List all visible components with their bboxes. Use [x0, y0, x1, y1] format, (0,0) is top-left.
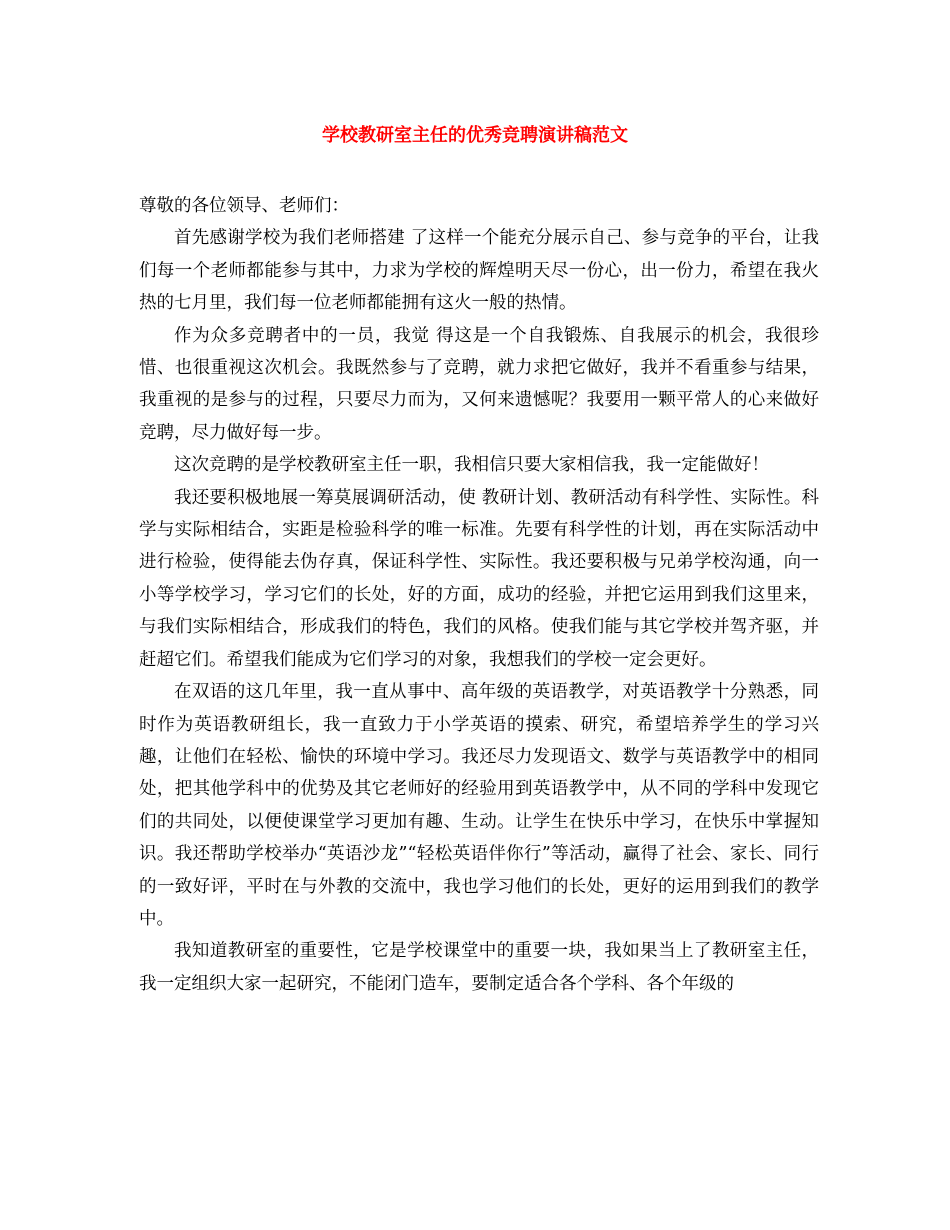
paragraph-2: 作为众多竞聘者中的一员，我觉 得这是一个自我锻炼、自我展示的机会，我很珍惜、也很重视这次机会。我既然参与了竞聘，就力求把它做好，我并不看重参与结果，我重视的是参与的过程，只要尽力而为，又何来遗憾呢？我要用一颗平常人的心来做好竞聘，尽力做好每一步。 — [139, 325, 819, 443]
document-body — [139, 190, 819, 1000]
paragraph-3: 这次竞聘的是学校教研室主任一职，我相信只要大家相信我，我一定能做好！ — [174, 455, 769, 476]
document-title: 学校教研室主任的优秀竞聘演讲稿范文 — [322, 125, 628, 146]
paragraph-1: 首先感谢学校为我们老师搭建 了这样一个能充分展示自己、参与竞争的平台，让我们每一个老师都能参与其中，力求为学校的辉煌明天尽一份心，出一份力，希望在我火热的七月里，我们每一位老师都能拥有这火一般的热情。 — [139, 228, 819, 314]
paragraph-5: 在双语的这几年里，我一直从事中、高年级的英语教学，对英语教学十分熟悉，同时作为英语教研组长，我一直致力于小学英语的摸索、研究，希望培养学生的学习兴趣，让他们在轻松、愉快的环境中学习。我还尽力发现语文、数学与英语教学中的相同处，把其他学科中的优势及其它老师好的经验用到英语教学中，从不同的学科中发现它们的共同处，以便使课堂学习更加有趣、生动。让学生在快乐中学习，在快乐中掌握知识。我还帮助学校举办“英语沙龙”“轻松英语伴你行”等活动，赢得了社会、家长、同行的一致好评，平时在与外教的交流中，我也学习他们的长处，更好的运用到我们的教学中。 — [139, 682, 819, 929]
salutation: 尊敬的各位领导、老师们： — [139, 196, 349, 216]
paragraph-6: 我知道教研室的重要性，它是学校课堂中的重要一块，我如果当上了教研室主任，我一定组织大家一起研究，不能闭门造车，要制定适合各个学科、各个年级的 — [139, 941, 819, 994]
paragraph-4: 我还要积极地展一筹莫展调研活动，使 教研计划、教研活动有科学性、实际性。科学与实际相结合，实距是检验科学的唯一标准。先要有科学性的计划，再在实际活动中进行检验，使得能去伪存真，保证科学性、实际性。我还要积极与兄弟学校沟通，向一小等学校学习，学习它们的长处，好的方面，成功的经验，并把它运用到我们这里来，与我们实际相结合，形成我们的特色，我们的风格。使我们能与其它学校并驾齐驱，并赶超它们。希望我们能成为它们学习的对象，我想我们的学校一定会更好。 — [139, 487, 819, 670]
